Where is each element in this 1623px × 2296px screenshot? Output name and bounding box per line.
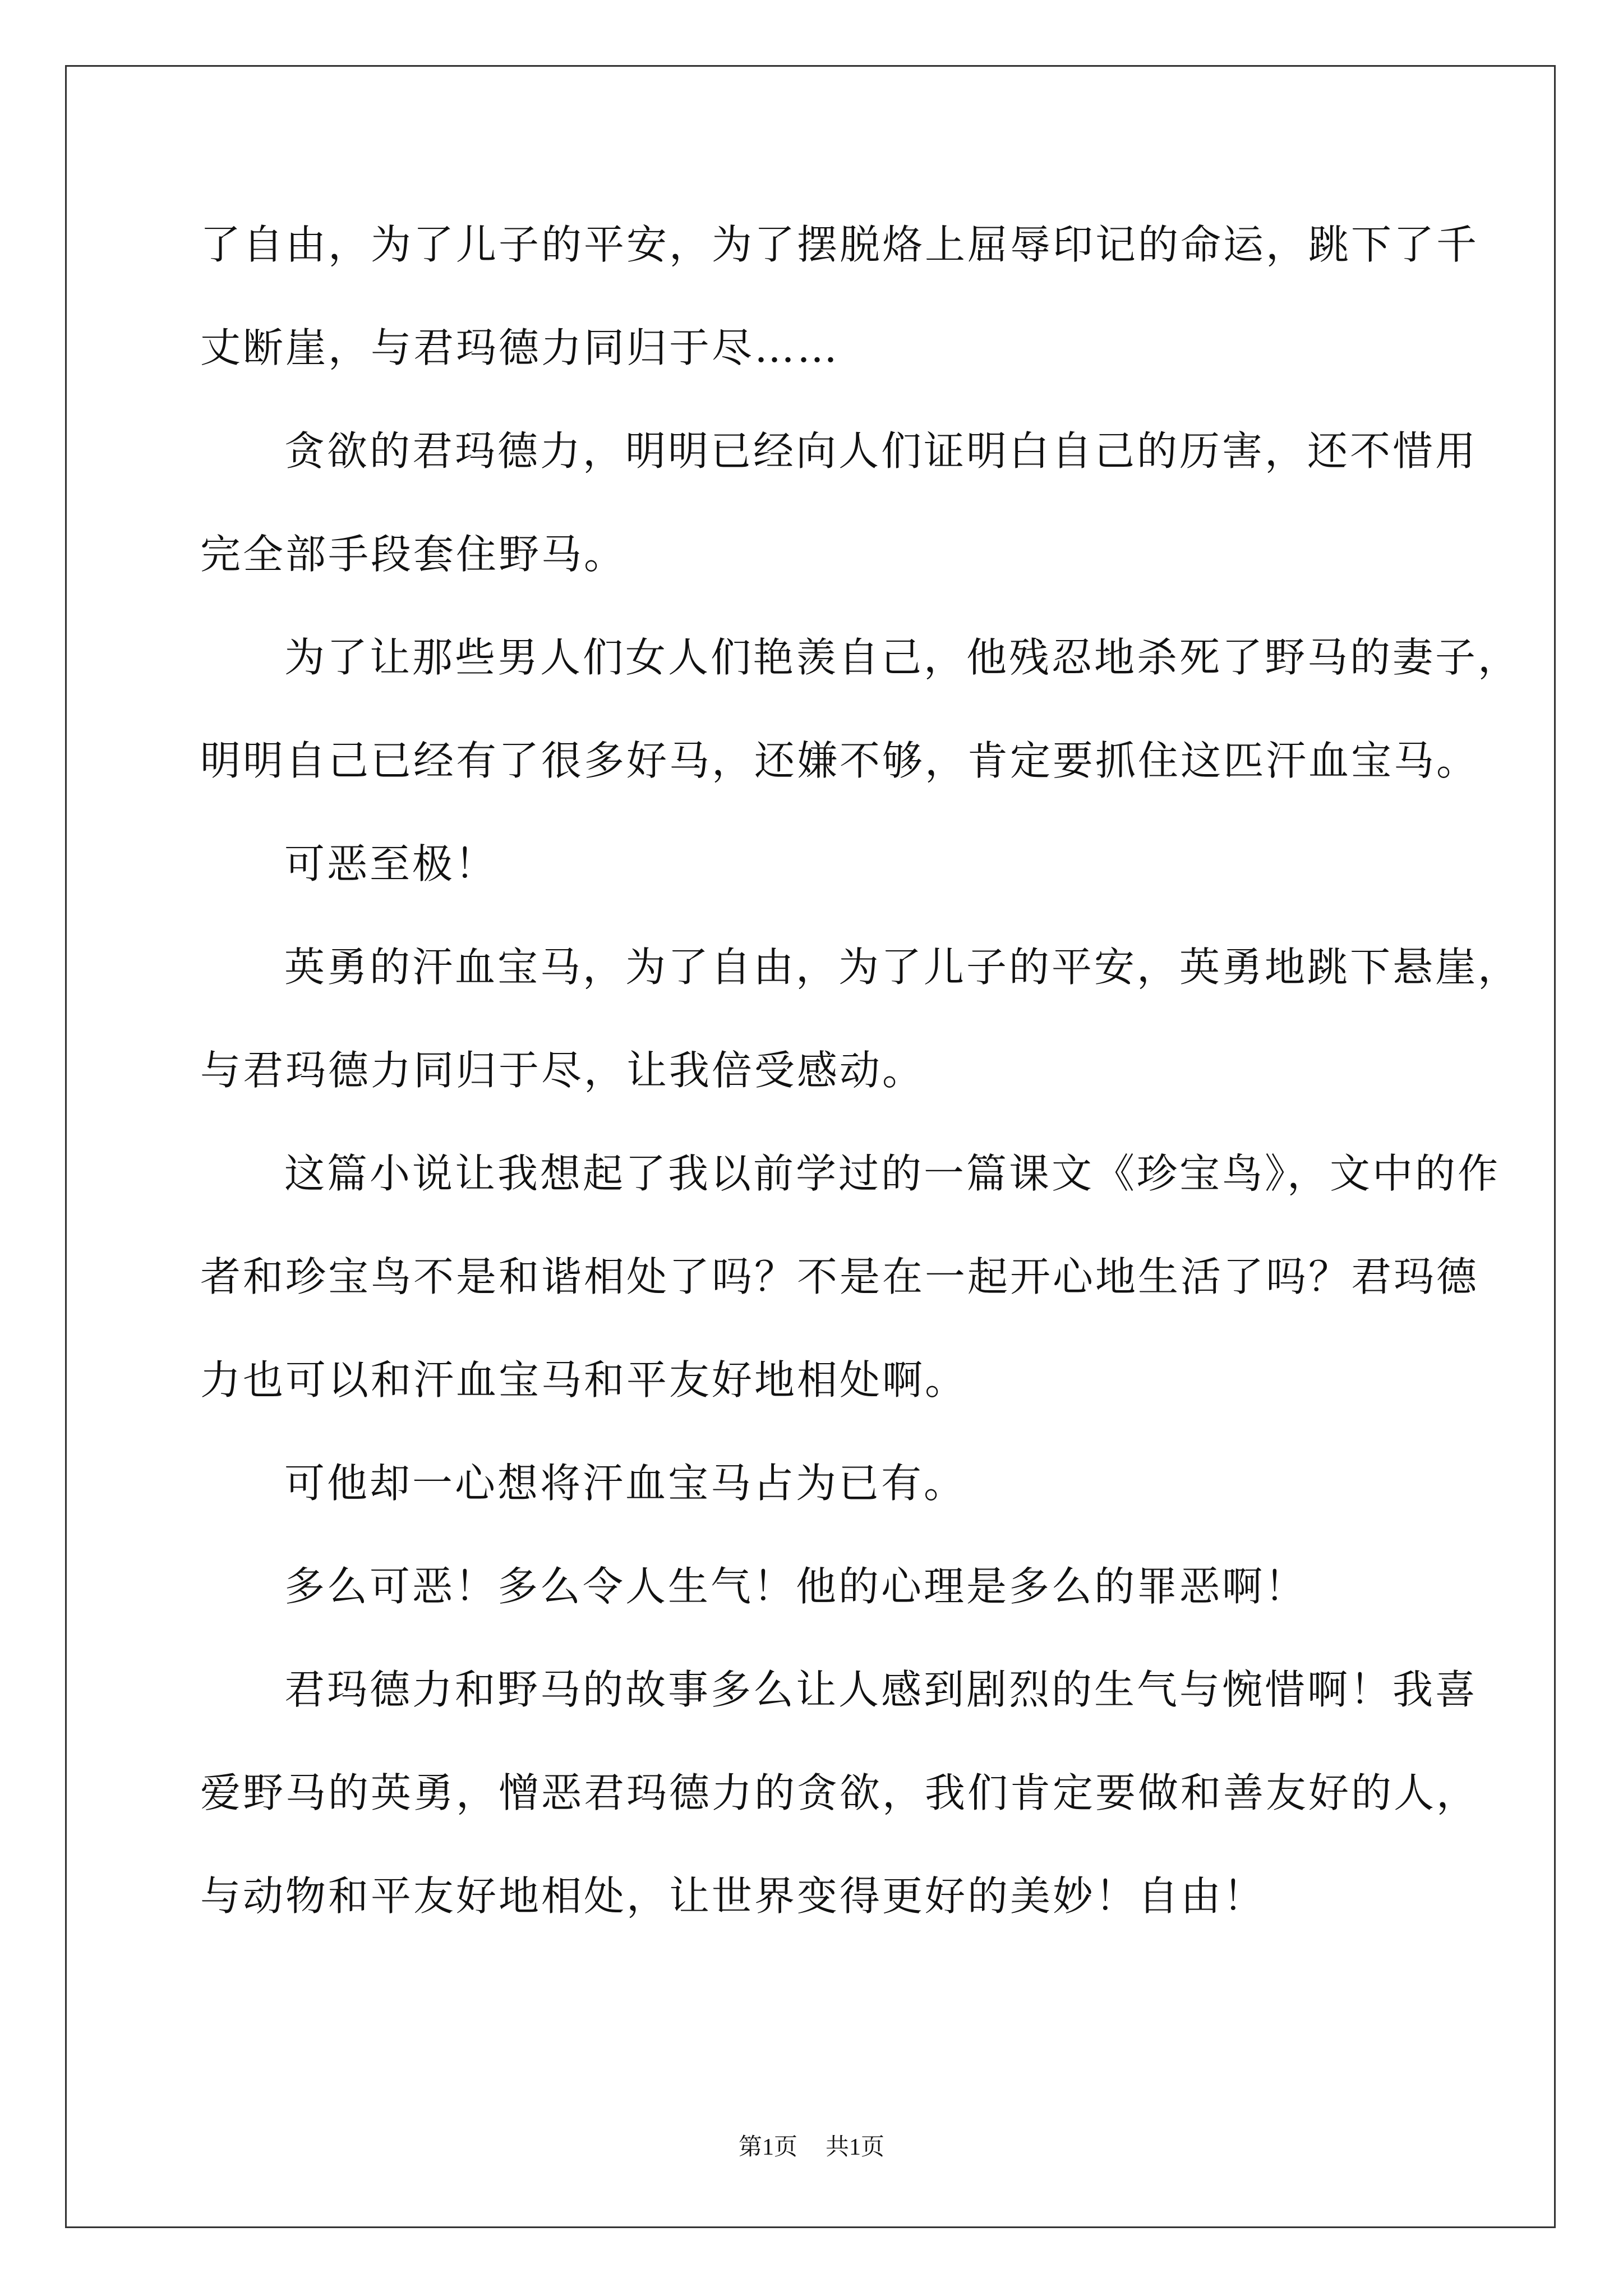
page-number: 第1页 — [738, 2134, 797, 2160]
paragraph — [200, 425, 1478, 580]
text-line: 君玛德力和野马的故事多么让人感到剧烈的生气与惋惜啊！我喜 — [284, 1666, 1478, 1713]
page-count: 共1页 — [826, 2134, 885, 2160]
text-line: 为了让那些男人们女人们艳羡自己，他残忍地杀死了野马的妻子， — [284, 634, 1521, 681]
text-line: 与动物和平友好地相处，让世界变得更好的美妙！自由！ — [200, 1872, 1266, 1920]
paragraph — [200, 632, 1521, 786]
paragraph — [200, 1457, 1434, 1509]
paragraph — [200, 219, 1479, 374]
text-line: 英勇的汗血宝马，为了自由，为了儿子的平安，英勇地跳下悬崖， — [284, 944, 1521, 991]
text-line: 力也可以和汗血宝马和平友好地相处啊。 — [200, 1356, 968, 1404]
document-body — [200, 219, 1521, 1922]
paragraph — [200, 1664, 1479, 1922]
text-line: 与君玛德力同归于尽，让我倍受感动。 — [200, 1047, 925, 1094]
page-footer — [0, 2133, 1623, 2161]
text-line: 贪欲的君玛德力，明明已经向人们证明白自己的历害，还不惜用 — [284, 427, 1478, 475]
text-line: 完全部手段套住野马。 — [200, 531, 627, 578]
paragraph — [200, 1561, 1434, 1612]
text-line: 丈断崖，与君玛德力同归于尽…… — [200, 324, 840, 371]
text-line: 可他却一心想将汗血宝马占为已有。 — [284, 1460, 967, 1507]
text-line: 可恶至极！ — [284, 840, 498, 887]
text-line: 明明自己已经有了很多好马，还嫌不够，肯定要抓住这匹汗血宝马。 — [200, 737, 1479, 784]
paragraph — [200, 1148, 1501, 1406]
text-line: 多么可恶！多么令人生气！他的心理是多么的罪恶啊！ — [284, 1563, 1308, 1610]
text-line: 爱野马的英勇，憎恶君玛德力的贪欲，我们肯定要做和善友好的人， — [200, 1769, 1479, 1816]
paragraph — [200, 838, 1434, 890]
text-line: 者和珍宝鸟不是和谐相处了吗？不是在一起开心地生活了吗？君玛德 — [200, 1253, 1479, 1300]
paragraph — [200, 941, 1521, 1096]
text-line: 了自由，为了儿子的平安，为了摆脱烙上屈辱印记的命运，跳下了千 — [200, 221, 1479, 268]
text-line: 这篇小说让我想起了我以前学过的一篇课文《珍宝鸟》，文中的作 — [284, 1150, 1501, 1197]
